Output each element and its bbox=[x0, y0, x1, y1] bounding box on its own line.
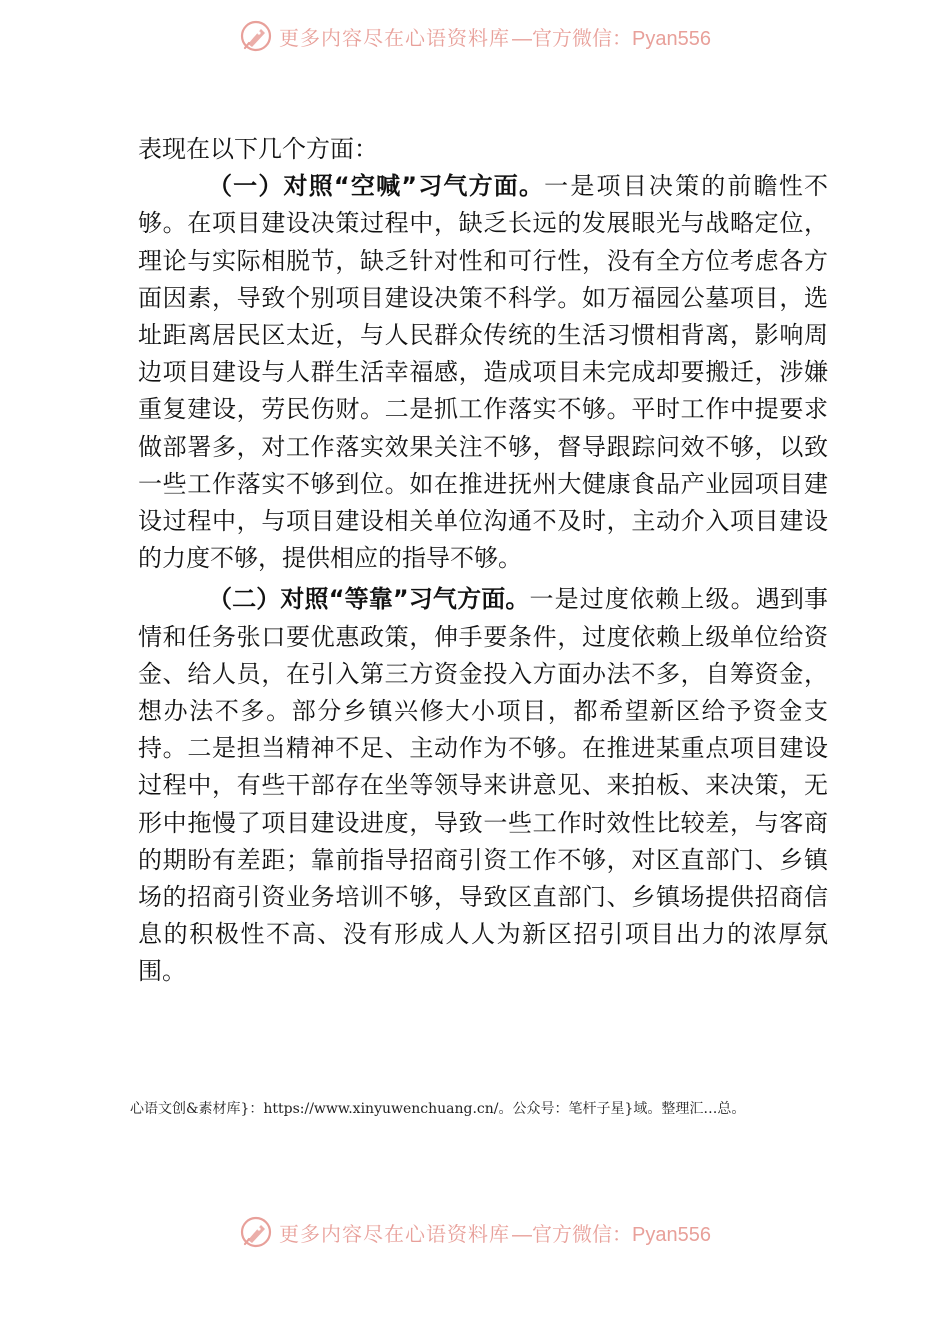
banner-wechat-text: —官方微信：Pyan556 bbox=[512, 27, 711, 50]
document-body bbox=[138, 131, 828, 991]
intro-line: 表现在以下几个方面： bbox=[138, 135, 378, 163]
pen-nib-logo-icon bbox=[239, 1215, 273, 1249]
section-1-lead: 一是项目决策的前 bbox=[544, 172, 754, 201]
banner-brand-text: 更多内容尽在心语资料库 bbox=[279, 25, 511, 50]
section-2-lead: 一是过度依赖上级。 bbox=[529, 585, 756, 614]
section-2-heading: （二）对照“等靠”习气方面。 bbox=[208, 585, 530, 614]
banner-brand-text: 更多内容尽在心语资料库 bbox=[279, 1221, 511, 1246]
section-1-text: 瞻性不够。在项目建设决策过程中，缺乏长远的发展眼光与战略定位，理论与实际相脱节，缺乏针对性和可行性，没有全方位考虑各方面因素，导致个别项目建设决策不科学。如万福园公墓项目，选址距离居民区太近，与人民群众传统的生活习惯相背离，影响周边项目建设与人群生活幸福感，造成项目未完成却要搬迁，涉嫌重复建设，劳民伤财。二是抓工作落实不够。平时工作中提要求做部署多，对工作落实效果关注不够，督导跟踪问效不够，以致一些工作落实不够到位。如在推进抚州大健康食品产业园项目建设过程中，与项目建设相关单位沟通不及时，主动介入项目建设的力度不够，提供相应的指导不够。 bbox=[138, 172, 829, 573]
header-banner bbox=[0, 16, 950, 56]
source-footnote: 心语文创&素材库}：https://www.xinyuwenchuang.cn/。公众号：笔杆子星}域。整理汇…总。 bbox=[130, 1101, 746, 1117]
footer-banner bbox=[0, 1212, 950, 1252]
banner-wechat-text: —官方微信：Pyan556 bbox=[512, 1223, 711, 1246]
pen-nib-logo-icon bbox=[239, 19, 273, 53]
section-1-heading: （一）对照“空喊”习气方面。 bbox=[208, 172, 545, 201]
section-2-text: 遇到事情和任务张口要优惠政策，伸手要条件，过度依赖上级单位给资金、给人员，在引入第三方资金投入方面办法不多，自筹资金，想办法不多。部分乡镇兴修大小项目，都希望新区给予资金支持。二是担当精神不足、主动作为不够。在推进某重点项目建设过程中，有些干部存在坐等领导来讲意见、来拍板、来决策，无形中拖慢了项目建设进度，导致一些工作时效性比较差，与客商的期盼有差距；靠前指导招商引资工作不够，对区直部门、乡镇场的招商引资业务培训不够，导致区直部门、乡镇场提供招商信息的积极性不高、没有形成人人为新区招引项目出力的浓厚氛围。 bbox=[138, 585, 829, 986]
section-1-paragraph bbox=[138, 168, 828, 577]
section-2-paragraph bbox=[138, 581, 828, 990]
